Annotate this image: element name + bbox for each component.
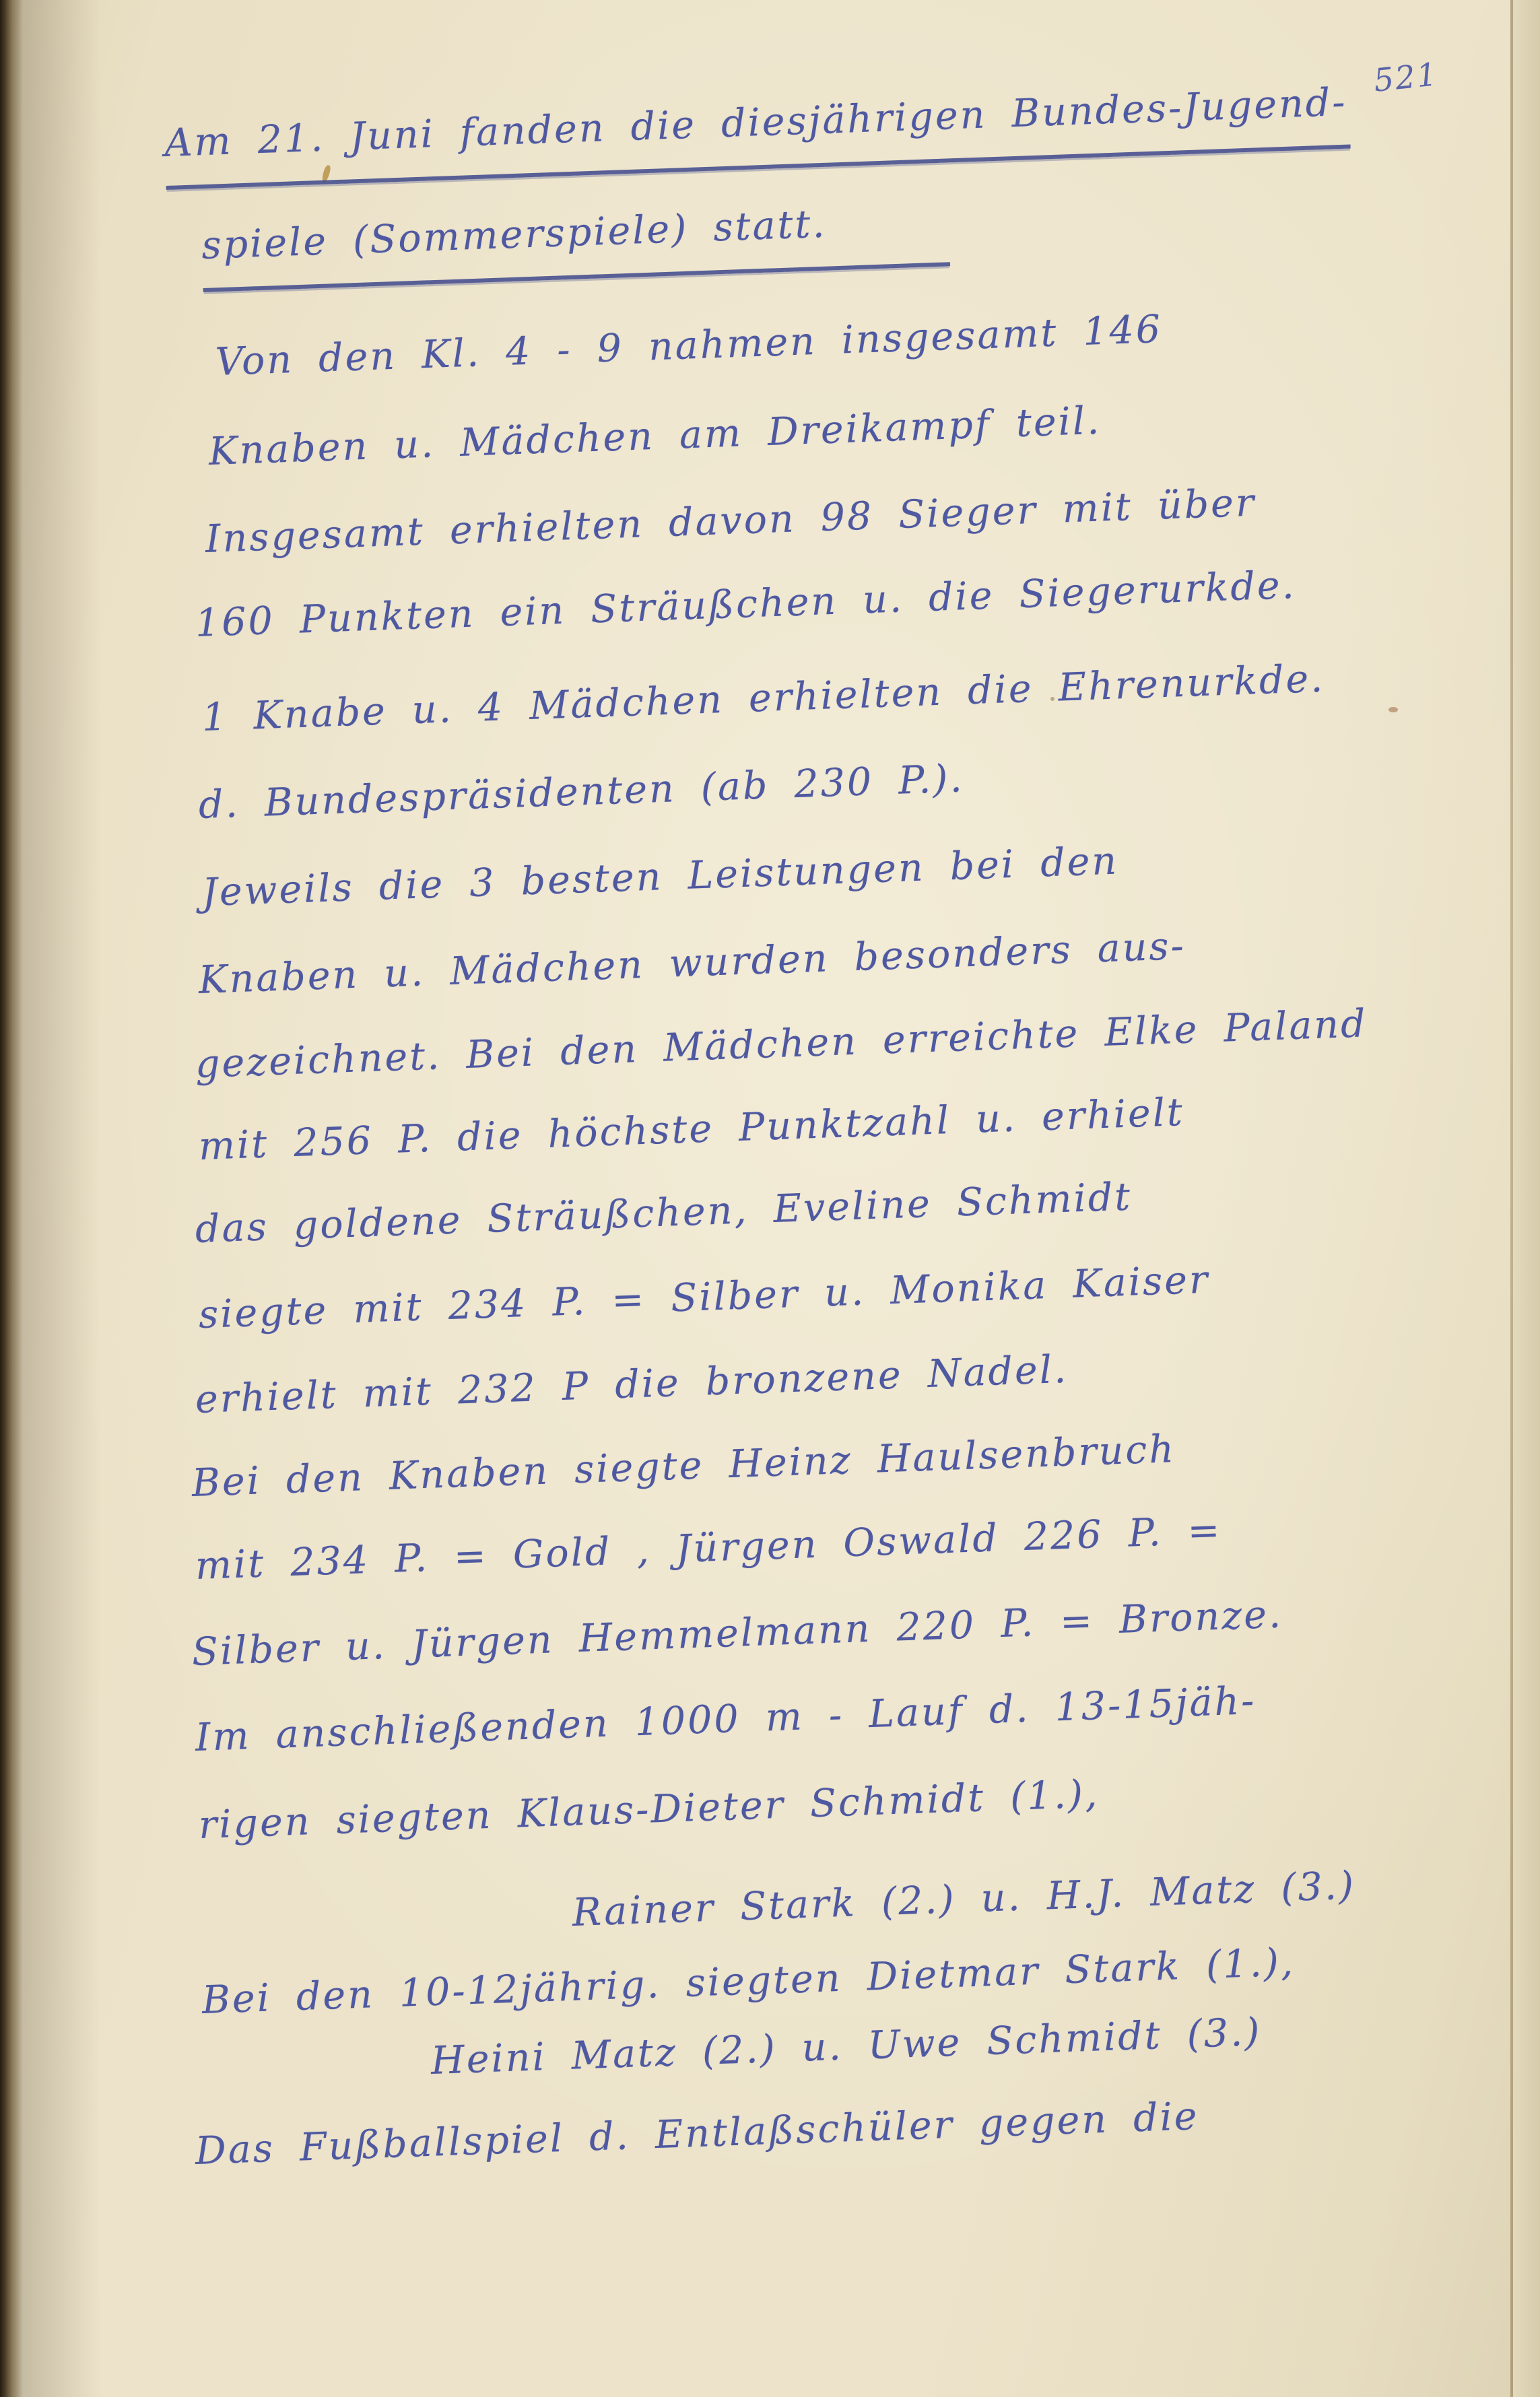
page-number: 521: [1372, 56, 1440, 100]
heading-line-1: Am 21. Juni fanden die diesjährigen Bundes-Jugend-: [164, 80, 1350, 190]
handwritten-line: Heini Matz (2.) u. Uwe Schmidt (3.): [430, 2009, 1263, 2083]
handwritten-line: Bei den Knaben siegte Heinz Haulsenbruch: [191, 1427, 1177, 1506]
handwritten-line: rigen siegten Klaus-Dieter Schmidt (1.),: [197, 1771, 1100, 1848]
handwritten-line: erhielt mit 232 P die bronzene Nadel.: [194, 1347, 1069, 1422]
heading-line-2: spiele (Sommerspiele) statt.: [201, 197, 950, 292]
book-binding-edge: [0, 0, 23, 2397]
handwritten-line: Im anschließenden 1000 m - Lauf d. 13-15jäh-: [194, 1679, 1257, 1760]
handwritten-line: mit 256 P. die höchste Punktzahl u. erhielt: [197, 1089, 1185, 1169]
handwritten-line: 1 Knabe u. 4 Mädchen erhielten die Ehrenurkde.: [201, 656, 1326, 740]
handwritten-line: Rainer Stark (2.) u. H.J. Matz (3.): [571, 1863, 1357, 1935]
handwritten-line: Silber u. Jürgen Hemmelmann 220 P. = Bronze.: [191, 1592, 1284, 1675]
handwritten-line: gezeichnet. Bei den Mädchen erreichte Elke Paland: [194, 1001, 1368, 1087]
underlying-page-edge: [1513, 0, 1540, 2397]
handwritten-line: Jeweils die 3 besten Leistungen bei den: [201, 838, 1120, 915]
handwritten-line: d. Bundespräsidenten (ab 230 P.).: [197, 756, 965, 828]
paper-speck: [1388, 707, 1398, 712]
handwritten-line: 160 Punkten ein Sträußchen u. die Siegerurkde.: [194, 562, 1297, 646]
handwritten-line: Bei den 10-12jährig. siegten Dietmar Stark (1.),: [201, 1940, 1296, 2023]
handwritten-line: Knaben u. Mädchen wurden besonders aus-: [197, 923, 1186, 1003]
handwritten-line: siegte mit 234 P. = Silber u. Monika Kaiser: [197, 1257, 1211, 1337]
handwritten-line: Knaben u. Mädchen am Dreikampf teil.: [207, 398, 1102, 474]
handwritten-line: Das Fußballspiel d. Entlaßschüler gegen die: [194, 2093, 1200, 2173]
handwritten-line: Von den Kl. 4 - 9 nahmen insgesamt 146: [214, 306, 1164, 384]
handwritten-line: mit 234 P. = Gold , Jürgen Oswald 226 P. =: [194, 1508, 1223, 1588]
handwritten-line: das goldene Sträußchen, Eveline Schmidt: [194, 1174, 1133, 1252]
handwritten-line: Insgesamt erhielten davon 98 Sieger mit über: [204, 480, 1257, 562]
